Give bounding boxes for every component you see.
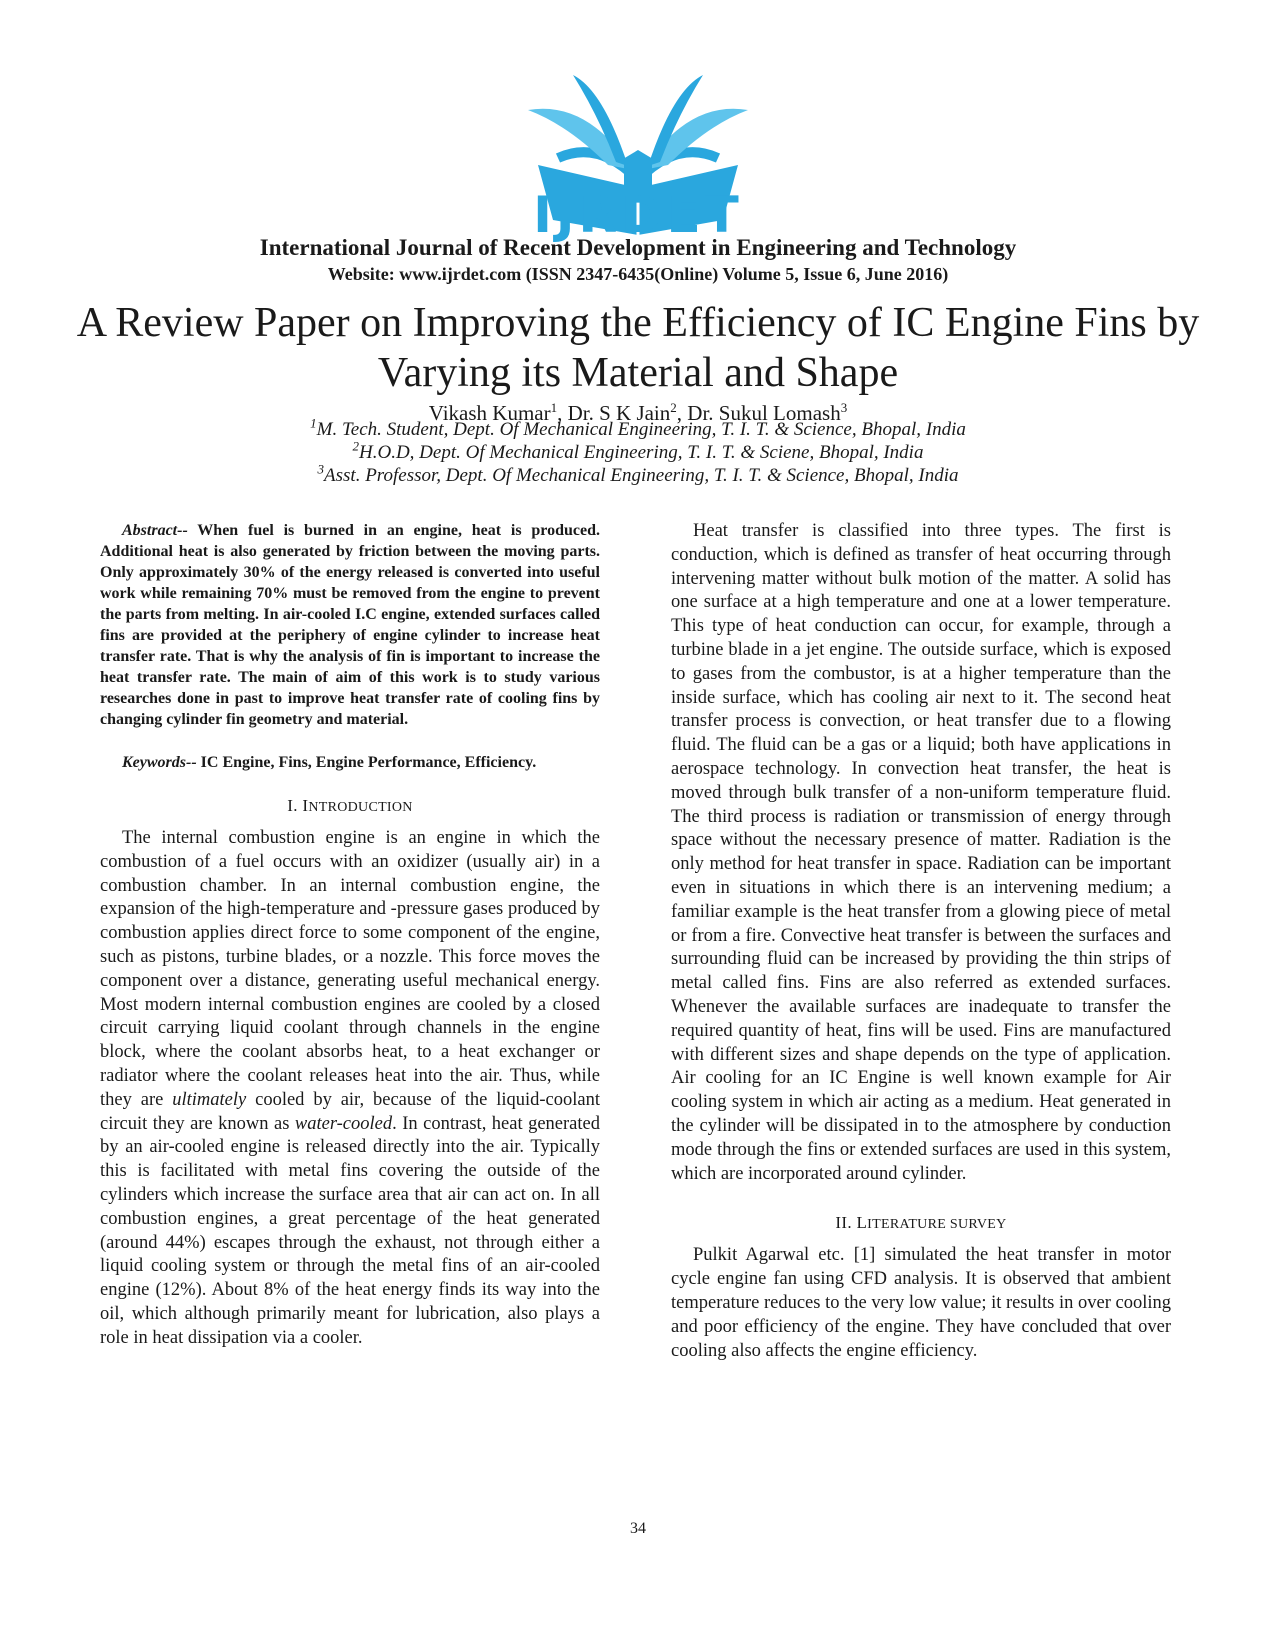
author-name: Dr. S K Jain bbox=[567, 401, 671, 425]
keywords-label: Keywords-- bbox=[122, 754, 197, 771]
author-sup: 1 bbox=[550, 400, 558, 415]
logo-wordmark: IJRDET bbox=[533, 186, 743, 244]
affiliation-text: Asst. Professor, Dept. Of Mechanical Engineering, T. I. T. & Science, Bhopal, India bbox=[324, 465, 959, 486]
affiliation-sup: 3 bbox=[317, 461, 325, 477]
journal-name: International Journal of Recent Development in Engineering and Technology bbox=[259, 235, 1017, 260]
page-number: 34 bbox=[630, 1520, 646, 1537]
section-heading-introduction bbox=[100, 795, 600, 819]
affiliation-3 bbox=[0, 461, 1276, 487]
journal-website-line: Website: www.ijrdet.com (ISSN 2347-6435(Online) Volume 5, Issue 6, June 2016) bbox=[327, 264, 949, 284]
affiliation-2 bbox=[0, 438, 1276, 464]
author-sup: 2 bbox=[670, 400, 677, 415]
intro-text-part1: The internal combustion engine is an engine in which the combustion of a fuel occurs with an oxidizer (usually air) in a combustion chamber. In an internal combustion engine, the expansion of the high-temperature and -pressure gases produced by combustion applies direct force to some component of the engine, such as pistons, turbine blades, or a nozzle. This force moves the component over a distance, generating useful mechanical energy. Most modern internal combustion engines are cooled by a closed circuit carrying liquid coolant through channels in the engine block, where the coolant absorbs heat, to a heat exchanger or radiator where the coolant releases heat into the air. Thus, while they are bbox=[100, 828, 600, 1110]
author-separator: , bbox=[676, 401, 688, 425]
section-title-rest: NTRODUCTION bbox=[308, 800, 413, 815]
abstract-label: Abstract-- bbox=[122, 522, 188, 539]
author-sup: 3 bbox=[840, 400, 848, 415]
keywords-text: IC Engine, Fins, Engine Performance, Efficiency. bbox=[196, 754, 537, 771]
keywords bbox=[100, 752, 600, 773]
author-separator: , bbox=[557, 401, 568, 425]
paper-title: A Review Paper on Improving the Efficiency of IC Engine Fins by Varying its Material and Shape bbox=[76, 300, 1200, 396]
abstract bbox=[100, 520, 600, 730]
section-number: I. bbox=[287, 796, 298, 815]
left-column bbox=[100, 520, 600, 1351]
right-column bbox=[671, 520, 1171, 1363]
abstract-text: When fuel is burned in an engine, heat is produced. Additional heat is also generated by friction between the moving parts. Only approximately 30% of the energy released is converted into useful work while remaining 70% must be removed from the engine to prevent the parts from melting. In air-cooled I.C engine, extended surfaces called fins are provided at the periphery of engine cylinder to increase heat transfer rate. That is why the analysis of fin is important to increase the heat transfer rate. The main of aim of this work is to study various researches done in past to improve heat transfer rate of cooling fins by changing cylinder fin geometry and material. bbox=[100, 522, 600, 728]
intro-emphasis-2: water-cooled bbox=[294, 1113, 393, 1134]
affiliation-text: H.O.D, Dept. Of Mechanical Engineering, T. I. T. & Sciene, Bhopal, India bbox=[359, 442, 924, 463]
intro-text-part2: cooled by air, because of the liquid-coolant circuit they are known as bbox=[100, 1089, 601, 1134]
intro-emphasis-1: ultimately bbox=[172, 1089, 247, 1110]
affiliation-sup: 1 bbox=[310, 415, 317, 431]
author-name: Vikash Kumar bbox=[428, 401, 551, 425]
literature-paragraph: Pulkit Agarwal etc. [1] simulated the heat transfer in motor cycle engine fan using CFD analysis. It is observed that ambient temperature reduces to the very low value; it results in over cooling and poor efficiency of the engine. They have concluded that over cooling also affects the engine efficiency. bbox=[671, 1245, 1171, 1361]
section-title-initial: L bbox=[856, 1213, 868, 1233]
journal-logo bbox=[478, 70, 798, 244]
section-title-rest: ITERATURE SURVEY bbox=[867, 1217, 1007, 1233]
author-name: Dr. Sukul Lomash bbox=[687, 401, 841, 425]
heat-transfer-paragraph: Heat transfer is classified into three types. The first is conduction, which is defined as transfer of heat occurring through intervening matter without bulk motion of the matter. A solid has one surface at a high temperature and one at a lower temperature. This type of heat conduction can occur, for example, through a turbine blade in a jet engine. The outside surface, which is exposed to gases from the combustor, is at a higher temperature than the inside surface, which has cooling air next to it. The second heat transfer process is convection, or heat transfer due to a flowing fluid. The fluid can be a gas or a liquid; both have applications in aerospace technology. In convection heat transfer, the heat is moved through bulk transfer of a non-uniform temperature fluid. The third process is radiation or transmission of energy through space without the necessary presence of matter. Radiation is the only method for heat transfer in space. Radiation can be important even in situations in which there is an intervening medium; a familiar example is the heat transfer from a glowing piece of metal or from a fire. Convective heat transfer is between the surfaces and surrounding fluid can be increased by providing the thin strips of metal called fins. Fins are also referred as extended surfaces. Whenever the available surfaces are inadequate to transfer the required quantity of heat, fins will be used. Fins are manufactured with different sizes and shape depends on the type of application. Air cooling for an IC Engine is well known example for Air cooling system in which air acting as a medium. Heat generated in the cylinder will be dissipated in to the atmosphere by conduction mode through the fins or extended surfaces are used in this system, which are incorporated around cylinder. bbox=[671, 521, 1171, 1184]
affiliation-1 bbox=[0, 415, 1276, 441]
intro-paragraph bbox=[100, 827, 600, 1351]
affiliation-sup: 2 bbox=[352, 438, 360, 454]
section-title-initial: I bbox=[302, 796, 309, 815]
section-heading-literature-survey bbox=[671, 1212, 1171, 1236]
section-number: II. bbox=[835, 1213, 852, 1233]
intro-text-part3: . In contrast, heat generated by an air-cooled engine is released directly into the air. Typically this is facilitated with metal fins covering the outside of the cylinders which increase the surface area that air can act on. In all combustion engines, a great percentage of the heat generated (around 44%) escapes through the exhaust, not through either a liquid cooling system or through the metal fins of an air-cooled engine (12%). About 8% of the heat energy finds its way into the oil, which although primarily meant for lubrication, also plays a role in heat dissipation via a cooler. bbox=[100, 1113, 600, 1348]
affiliation-text: M. Tech. Student, Dept. Of Mechanical Engineering, T. I. T. & Science, Bhopal, India bbox=[316, 419, 966, 440]
